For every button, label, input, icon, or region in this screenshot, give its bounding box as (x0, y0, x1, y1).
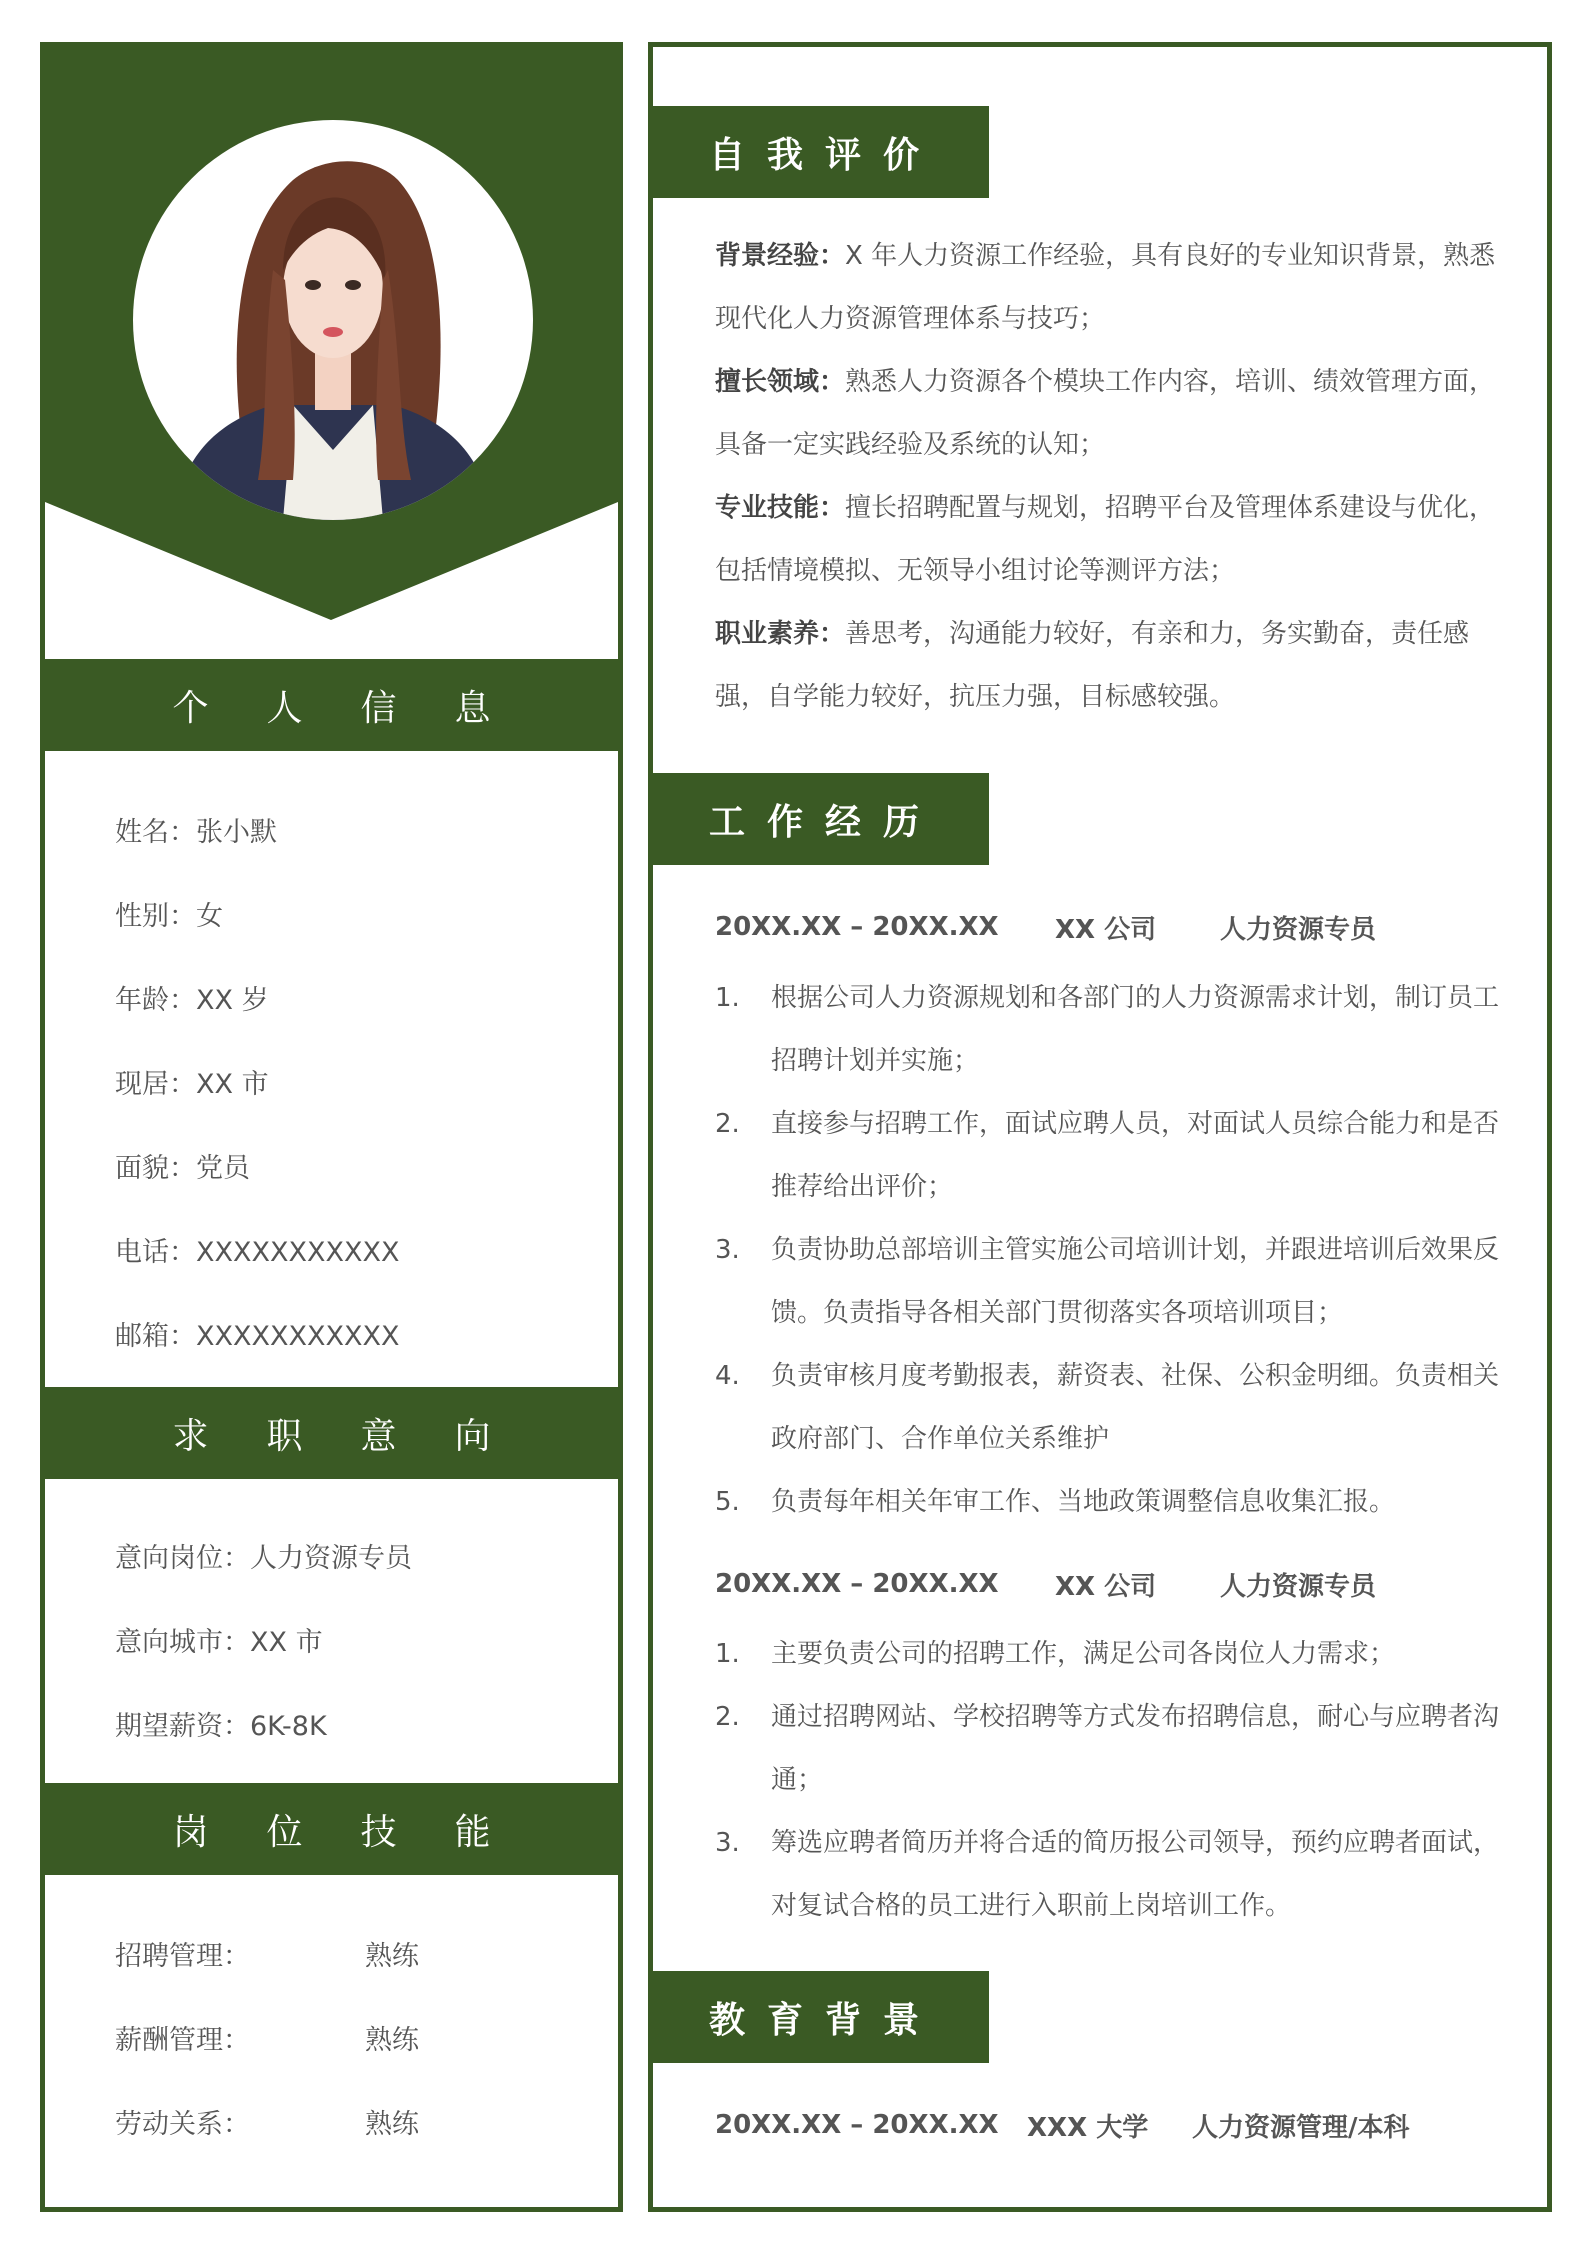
job-duty (715, 1686, 1505, 1812)
education-line (715, 2105, 1505, 2145)
education-dates: 20XX.XX – 20XX.XX (715, 2110, 999, 2140)
education-school: XXX 大学 (1027, 2112, 1149, 2143)
left-column (40, 42, 623, 2212)
work-title: 工作经历 (709, 801, 942, 843)
skills-list (115, 1911, 595, 2163)
job-duty (715, 1219, 1505, 1345)
job-summary-line (715, 907, 1505, 947)
skill-name: 招聘管理： (115, 1940, 250, 1972)
duty-number: 2. (715, 1109, 740, 1139)
info-email: 邮箱：XXXXXXXXXXX (115, 1320, 400, 1352)
skill-level: 熟练 (365, 2108, 419, 2140)
job-intent-title: 求职意向 (172, 1415, 549, 1457)
info-name: 姓名：张小默 (115, 816, 277, 848)
job-duty (715, 1345, 1505, 1471)
self-eval-title: 自我评价 (709, 134, 942, 176)
self-eval-header (653, 106, 989, 198)
skills-title: 岗位技能 (172, 1811, 549, 1853)
duty-text: 筹选应聘者简历并将合适的简历报公司领导，预约应聘者面试，对复试合格的员工进行入职前上岗培训工作。 (771, 1828, 1500, 1921)
skill-level: 熟练 (365, 1940, 419, 1972)
job-intent-list (115, 1513, 595, 1765)
right-column (648, 42, 1552, 2212)
skills-header (45, 1783, 618, 1875)
duty-text: 负责每年相关年审工作、当地政策调整信息收集汇报。 (771, 1487, 1396, 1517)
duty-number: 1. (715, 983, 740, 1013)
self-eval-paragraph (715, 225, 1505, 351)
duty-number: 3. (715, 1828, 740, 1858)
duty-text: 负责审核月度考勤报表，薪资表、社保、公积金明细。负责相关政府部门、合作单位关系维护 (771, 1361, 1500, 1454)
self-eval-label: 职业素养： (715, 619, 846, 649)
skill-row (115, 1911, 595, 1995)
info-age: 年龄：XX 岁 (115, 984, 269, 1016)
self-eval-paragraph (715, 351, 1505, 477)
info-political-status: 面貌：党员 (115, 1152, 250, 1184)
self-eval-text: X 年人力资源工作经验，具有良好的专业知识背景，熟悉现代化人力资源管理体系与技巧； (715, 241, 1496, 334)
job-position: 人力资源专员 (1220, 914, 1377, 945)
skill-name: 薪酬管理： (115, 2024, 250, 2056)
job-company: XX 公司 (1055, 1571, 1157, 1602)
self-eval-label: 专业技能： (715, 493, 846, 523)
job-position: 人力资源专员 (1220, 1571, 1377, 1602)
duty-text: 直接参与招聘工作，面试应聘人员，对面试人员综合能力和是否推荐给出评价； (771, 1109, 1500, 1202)
intent-position: 意向岗位：人力资源专员 (115, 1542, 412, 1574)
duty-text: 根据公司人力资源规划和各部门的人力资源需求计划，制订员工招聘计划并实施； (771, 983, 1500, 1076)
profile-hero (45, 47, 618, 623)
self-eval-paragraph (715, 477, 1505, 603)
info-phone: 电话：XXXXXXXXXXX (115, 1236, 400, 1268)
job-intent-header (45, 1387, 618, 1479)
self-eval-text: 善思考，沟通能力较好，有亲和力，务实勤奋，责任感强，自学能力较好，抗压力强，目标感较强。 (715, 619, 1470, 712)
skill-level: 熟练 (365, 2024, 419, 2056)
personal-info-title: 个人信息 (172, 687, 549, 729)
education-title: 教育背景 (709, 1999, 942, 2041)
job-duty (715, 1812, 1505, 1938)
intent-city: 意向城市：XX 市 (115, 1626, 323, 1658)
work-header (653, 773, 989, 865)
self-eval-text: 熟悉人力资源各个模块工作内容，培训、绩效管理方面，具备一定实践经验及系统的认知； (715, 367, 1496, 460)
duty-text: 通过招聘网站、学校招聘等方式发布招聘信息，耐心与应聘者沟通； (771, 1702, 1500, 1795)
duty-number: 3. (715, 1235, 740, 1265)
self-eval-text: 擅长招聘配置与规划，招聘平台及管理体系建设与优化，包括情境模拟、无领导小组讨论等测评方法； (715, 493, 1496, 586)
job-duty (715, 1623, 1505, 1686)
job-summary-line (715, 1564, 1505, 1604)
avatar-illustration (133, 120, 533, 520)
duty-text: 负责协助总部培训主管实施公司培训计划，并跟进培训后效果反馈。负责指导各相关部门贯彻落实各项培训项目； (771, 1235, 1500, 1328)
job-duty (715, 1471, 1505, 1534)
duty-number: 1. (715, 1639, 740, 1669)
duty-number: 5. (715, 1487, 740, 1517)
intent-salary: 期望薪资：6K-8K (115, 1710, 327, 1742)
info-residence: 现居：XX 市 (115, 1068, 269, 1100)
skill-row (115, 1995, 595, 2079)
job-company: XX 公司 (1055, 914, 1157, 945)
personal-info-list (115, 787, 595, 1375)
self-eval-paragraph (715, 603, 1505, 729)
job-duty (715, 967, 1505, 1093)
job-dates: 20XX.XX – 20XX.XX (715, 1569, 999, 1599)
info-gender: 性别：女 (115, 900, 223, 932)
avatar (133, 120, 533, 520)
self-eval-label: 擅长领域： (715, 367, 846, 397)
job-dates: 20XX.XX – 20XX.XX (715, 912, 999, 942)
education-major: 人力资源管理/本科 (1192, 2112, 1410, 2143)
self-eval-body (715, 225, 1505, 729)
self-eval-label: 背景经验： (715, 241, 846, 271)
personal-info-header (45, 659, 618, 751)
skill-row (115, 2079, 595, 2163)
education-header (653, 1971, 989, 2063)
job-duties-list (715, 967, 1505, 1534)
job-duties-list (715, 1623, 1505, 1938)
duty-number: 2. (715, 1702, 740, 1732)
duty-number: 4. (715, 1361, 740, 1391)
skill-name: 劳动关系： (115, 2108, 250, 2140)
job-duty (715, 1093, 1505, 1219)
duty-text: 主要负责公司的招聘工作，满足公司各岗位人力需求； (771, 1639, 1396, 1669)
